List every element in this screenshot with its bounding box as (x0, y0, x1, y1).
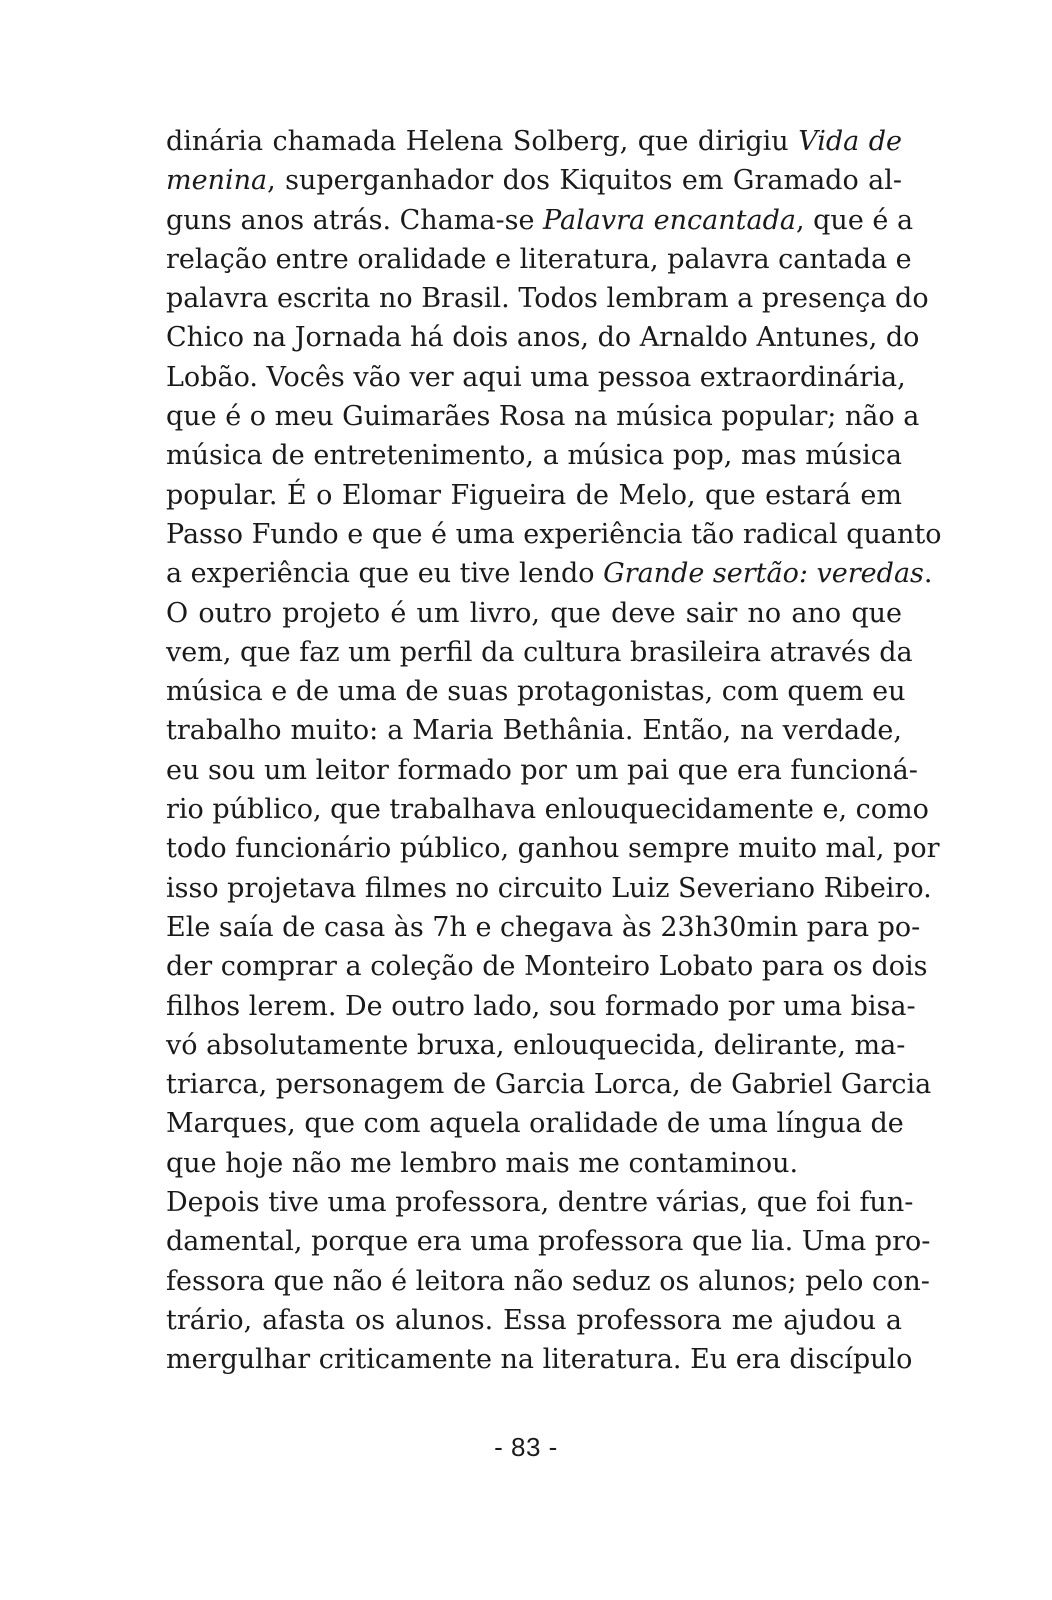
text-segment: relação entre oralidade e literatura, palavra cantada e (166, 243, 912, 275)
text-line (166, 1183, 914, 1222)
text-line (166, 318, 920, 357)
text-line (166, 1026, 906, 1065)
text-line (166, 790, 929, 829)
text-line (166, 436, 902, 475)
text-line (166, 633, 913, 672)
text-line (166, 279, 929, 318)
text-line (166, 711, 902, 750)
text-segment: . (923, 558, 933, 590)
text-segment: vem, que faz um perfil da cultura brasileira através da (166, 636, 913, 668)
text-line (166, 594, 902, 633)
text-line (166, 122, 902, 161)
text-segment: Ele saía de casa às 7h e chegava às 23h30min para po- (166, 911, 921, 943)
text-segment: rio público, que trabalhava enlouquecidamente e, como (166, 794, 929, 826)
text-segment: trário, afasta os alunos. Essa professora me ajudou a (166, 1304, 902, 1336)
text-segment: Passo Fundo e que é uma experiência tão radical quanto (166, 518, 942, 550)
text-line (166, 1144, 902, 1183)
text-segment: guns anos atrás. Chama-se (166, 204, 544, 236)
italic-title-text: Grande sertão: veredas (603, 558, 924, 590)
text-segment: trabalho muito: a Maria Bethânia. Então, na verdade, (166, 715, 902, 747)
text-segment: palavra escrita no Brasil. Todos lembram a presença do (166, 283, 929, 315)
text-line (166, 1340, 913, 1379)
text-segment: música de entretenimento, a música pop, mas música (166, 440, 902, 472)
text-line (166, 161, 902, 200)
text-line (166, 1262, 930, 1301)
text-segment: O outro projeto é um livro, que deve sair no ano que (166, 597, 902, 629)
text-line (166, 908, 921, 947)
text-segment: a experiência que eu tive lendo (166, 558, 604, 590)
text-segment: , superganhador dos Kiquitos em Gramado al- (267, 165, 902, 197)
italic-title-text: Palavra encantada (543, 204, 796, 236)
text-line (166, 1065, 932, 1104)
text-segment: Depois tive uma professora, dentre várias, que foi fun- (166, 1187, 914, 1219)
text-line (166, 751, 918, 790)
text-segment: mergulhar criticamente na literatura. Eu era discípulo (166, 1344, 913, 1376)
text-segment: que é o meu Guimarães Rosa na música popular; não a (166, 401, 920, 433)
text-line (166, 829, 940, 868)
text-line (166, 476, 902, 515)
text-line (166, 397, 920, 436)
text-line (166, 515, 942, 554)
text-line (166, 358, 906, 397)
text-segment: Lobão. Vocês vão ver aqui uma pessoa extraordinária, (166, 361, 906, 393)
text-segment: damental, porque era uma professora que lia. Uma pro- (166, 1226, 931, 1258)
italic-title-text: Vida de (798, 126, 902, 157)
text-line (166, 987, 916, 1026)
page-number: - 83 - (494, 1432, 558, 1462)
text-segment: dinária chamada Helena Solberg, que dirigiu (166, 126, 799, 157)
text-segment: filhos lerem. De outro lado, sou formado por uma bisa- (166, 990, 916, 1022)
text-segment: fessora que não é leitora não seduz os alunos; pelo con- (166, 1265, 930, 1297)
text-line (166, 201, 914, 240)
text-line (166, 869, 932, 908)
text-line (166, 947, 928, 986)
text-segment: isso projetava filmes no circuito Luiz Severiano Ribeiro. (166, 872, 932, 904)
text-line (166, 1301, 902, 1340)
text-segment: , que é a (795, 204, 914, 236)
text-segment: eu sou um leitor formado por um pai que era funcioná- (166, 754, 918, 786)
text-line (166, 1104, 902, 1143)
text-segment: der comprar a coleção de Monteiro Lobato para os dois (166, 951, 928, 983)
italic-title-text: menina (166, 165, 268, 197)
text-line (166, 554, 933, 593)
text-segment: todo funcionário público, ganhou sempre muito mal, por (166, 833, 940, 865)
text-line (166, 672, 906, 711)
text-segment: Marques, que com aquela oralidade de uma língua de (166, 1108, 904, 1140)
text-segment: Chico na Jornada há dois anos, do Arnaldo Antunes, do (166, 322, 920, 354)
body-text (166, 122, 942, 1380)
text-segment: vó absolutamente bruxa, enlouquecida, delirante, ma- (166, 1029, 906, 1061)
text-segment: música e de uma de suas protagonistas, com quem eu (166, 676, 906, 708)
text-line (166, 1222, 931, 1261)
text-segment: que hoje não me lembro mais me contaminou. (166, 1147, 799, 1179)
text-segment: popular. É o Elomar Figueira de Melo, que estará em (166, 479, 902, 511)
text-line (166, 240, 912, 279)
text-segment: triarca, personagem de Garcia Lorca, de Gabriel Garcia (166, 1069, 932, 1101)
